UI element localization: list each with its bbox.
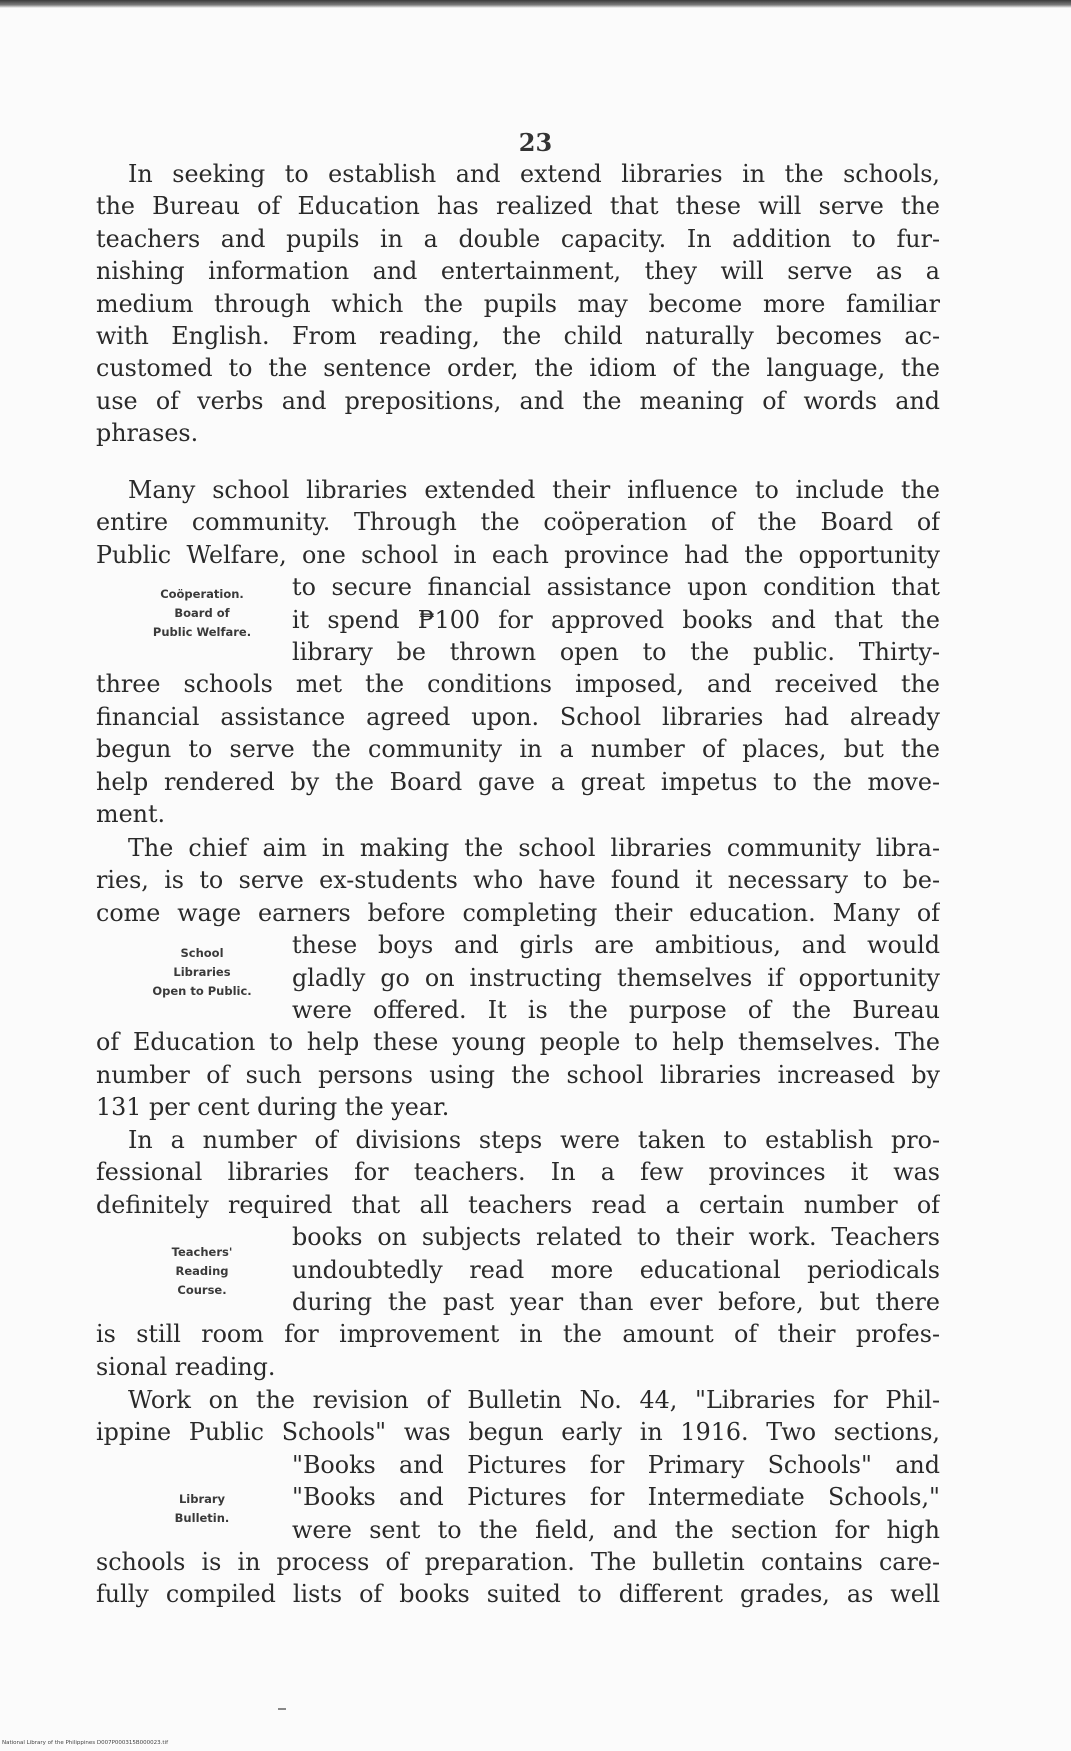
side-note-line: Library [178,1492,226,1506]
text-line: fully compiled lists of books suited to different grades, as well [96,1580,940,1609]
side-note-cooperation [117,585,287,642]
text-line: 131 per cent during the year. [96,1093,450,1122]
text-line: "Books and Pictures for Primary Schools" and [292,1450,940,1479]
text-line: fessional libraries for teachers. In a few provinces it was [96,1158,940,1187]
page-number: 23 [518,128,553,157]
side-note-line: Public Welfare. [152,625,252,639]
text-line: help rendered by the Board gave a great impetus to the move- [96,767,940,796]
text-line: Work on the revision of Bulletin No. 44, "Libraries for Phil- [128,1386,940,1414]
text-line: with English. From reading, the child naturally becomes ac- [96,321,940,350]
footer-credit: National Library of the Philippines D007P000315B000023.tif [2,1740,169,1746]
text-line: undoubtedly read more educational periodicals [292,1255,940,1284]
text-line: come wage earners before completing their education. Many of [96,898,940,927]
side-note-teachers-reading [117,1243,287,1300]
side-note-line: Reading [175,1264,229,1278]
side-note-line: School [180,946,224,960]
text-line: books on subjects related to their work. Teachers [292,1223,940,1252]
scan-mark [278,1708,286,1710]
text-line: customed to the sentence order, the idiom of the language, the [96,354,940,383]
side-note-line: Open to Public. [152,984,252,998]
side-note-line: Bulletin. [174,1511,230,1525]
text-line: definitely required that all teachers read a certain number of [96,1190,940,1219]
text-line: were sent to the field, and the section for high [292,1515,940,1544]
text-line: ment. [96,799,166,828]
text-line: begun to serve the community in a number of places, but the [96,735,940,764]
text-line: during the past year than ever before, but there [292,1287,940,1316]
paragraph-1 [96,158,940,450]
side-note-line: Course. [177,1283,227,1297]
paragraph-2 [96,474,940,830]
text-line: number of such persons using the school libraries increased by [96,1060,940,1089]
text-line: In a number of divisions steps were taken to establish pro- [128,1126,940,1154]
text-line: three schools met the conditions imposed, and received the [96,670,940,699]
side-note-school-libraries [117,944,287,1001]
text-line: is still room for improvement in the amount of their profes- [96,1320,940,1349]
text-line: library be thrown open to the public. Thirty- [292,637,940,666]
text-line: Many school libraries extended their influence to include the [128,476,940,504]
text-line: it spend ₱100 for approved books and that the [292,605,940,634]
side-note-line: Coöperation. [160,587,244,601]
side-note-line: Board of [174,606,230,620]
text-line: teachers and pupils in a double capacity. In addition to fur- [96,224,940,253]
side-note-line: Teachers' [171,1245,233,1259]
text-line: The chief aim in making the school libraries community libra- [128,834,940,862]
text-line: to secure financial assistance upon condition that [292,573,940,602]
text-line: were offered. It is the purpose of the Bureau [292,995,940,1024]
text-line: sional reading. [96,1352,276,1381]
text-line: financial assistance agreed upon. School libraries had already [96,702,940,731]
text-line: Public Welfare, one school in each province had the opportunity [96,540,940,569]
text-line: phrases. [96,419,199,448]
text-line: schools is in process of preparation. The bulletin contains care- [96,1547,940,1576]
text-line: ippine Public Schools" was begun early in 1916. Two sections, [96,1418,940,1447]
side-note-library-bulletin [117,1490,287,1528]
text-line: the Bureau of Education has realized that these will serve the [96,192,940,221]
text-line: nishing information and entertainment, they will serve as a [96,257,940,286]
text-line: use of verbs and prepositions, and the meaning of words and [96,386,940,415]
text-line: ries, is to serve ex-students who have found it necessary to be- [96,866,940,895]
text-line: gladly go on instructing themselves if opportunity [292,963,940,992]
text-line: In seeking to establish and extend libraries in the schools, [128,160,940,188]
scan-edge [0,0,1071,8]
text-line: of Education to help these young people to help themselves. The [96,1028,940,1057]
side-note-line: Libraries [173,965,231,979]
text-line: entire community. Through the coöperation of the Board of [96,508,940,537]
text-line: these boys and girls are ambitious, and would [292,931,940,960]
text-line: "Books and Pictures for Intermediate Schools," [292,1483,940,1512]
text-line: medium through which the pupils may become more familiar [96,289,940,318]
